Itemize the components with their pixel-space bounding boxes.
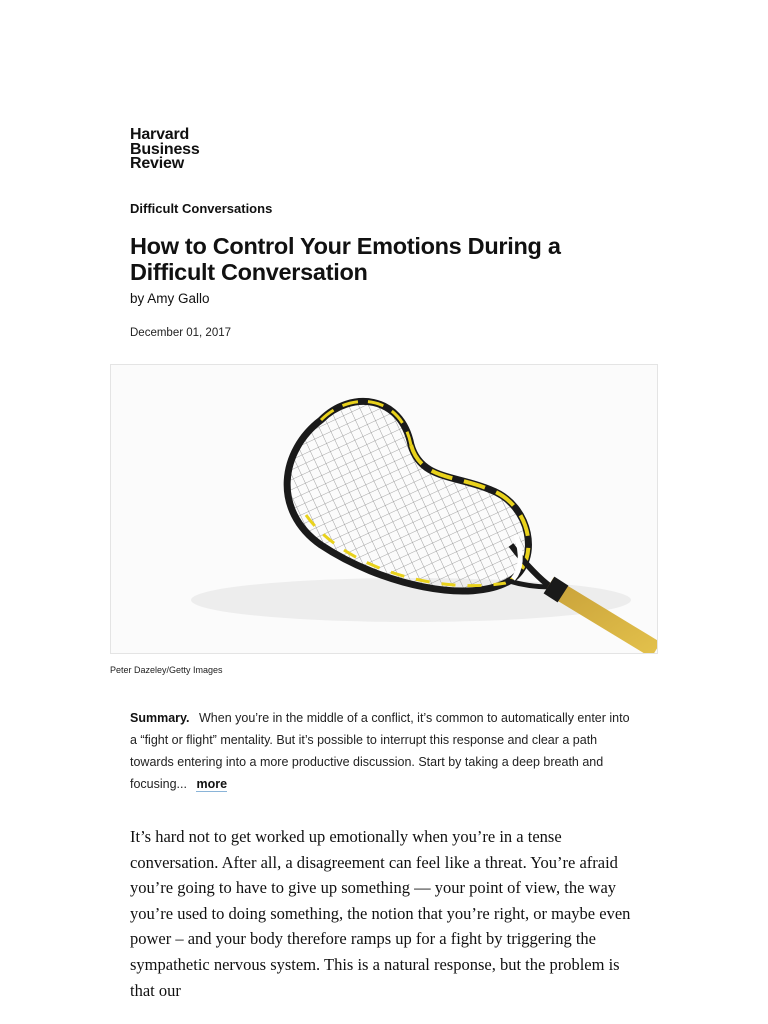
article-summary [130,707,630,795]
logo-line-3: Review [130,155,184,172]
summary-label: Summary. [130,711,190,725]
article-headline: How to Control Your Emotions During a Difficult Conversation [130,233,561,285]
hbr-logo[interactable] [130,128,200,172]
summary-text: When you’re in the middle of a conflict, it’s common to automatically enter into a “fight or flight” mentality. But it’s possible to interrupt this response and clear a path towards entering into a more productive discussion. Start by taking a deep breath and focusing... [130,711,630,791]
publish-date: December 01, 2017 [130,327,232,339]
logo-line-2: Business [130,140,200,158]
article-body-paragraph: It’s hard not to get worked up emotionally when you’re in a tense conversation. After all, a disagreement can feel like a threat. You’re afraid you’re going to have to give up something — your point of view, the way you’re used to doing something, the notion that you’re right, or maybe even power – and your body therefore ramps up for a fight by triggering the sympathetic nervous system. This is a natural response, but the problem is that our [130,827,631,1000]
logo-line-1: Harvard [130,126,190,143]
broken-tennis-racket-illustration [111,365,658,654]
topic-link[interactable]: Difficult Conversations [130,201,273,216]
summary-more-link[interactable]: more [196,777,228,791]
image-credit: Peter Dazeley/Getty Images [110,665,223,675]
author-byline: by Amy Gallo [130,291,210,306]
hero-image [110,364,658,654]
